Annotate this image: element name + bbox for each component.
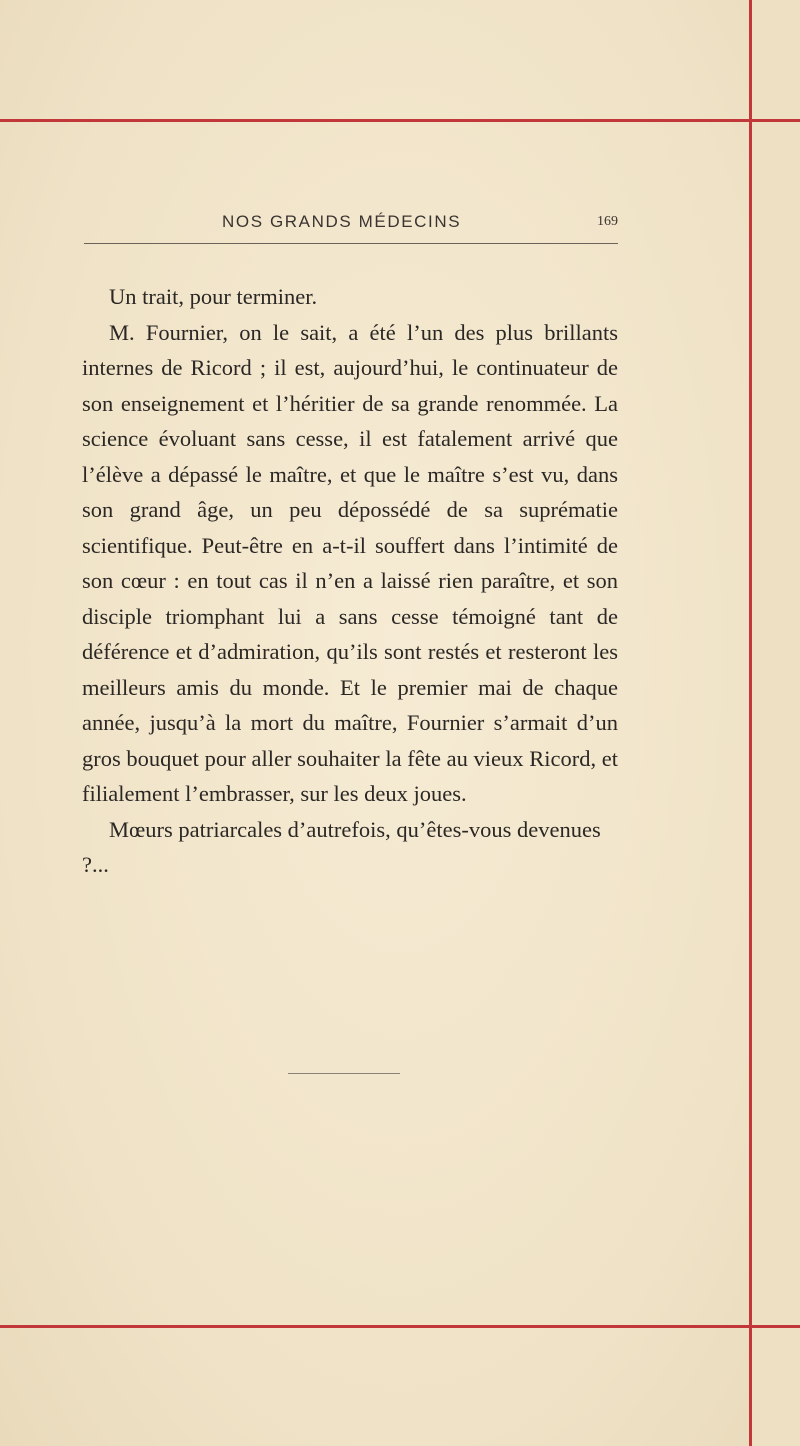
end-rule bbox=[288, 1073, 400, 1074]
body-text bbox=[82, 279, 618, 883]
header-rule bbox=[84, 243, 618, 244]
page-header bbox=[82, 210, 622, 240]
page-margin bbox=[752, 0, 800, 1446]
running-title: NOS GRANDS MÉDECINS bbox=[222, 212, 462, 231]
red-rule-bottom bbox=[0, 1325, 800, 1328]
paragraph: Mœurs patriarcales d’autrefois, qu’êtes-vous devenues ?... bbox=[82, 816, 601, 877]
red-rule-right bbox=[749, 0, 752, 1446]
paragraph: M. Fournier, on le sait, a été l’un des plus brillants internes de Ricord ; il est, aujourd’hui, le continuateur de son enseignement et l’héritier de sa grande renommée. La science évoluant sans cesse, il est fatalement arrivé que l’élève a dépassé le maître, et que le maître s’est vu, dans son grand âge, un peu dépossédé de sa suprématie scientifique. Peut-être en a-t-il souffert dans l’intimité de son cœur : en tout cas il n’en a laissé rien paraître, et son disciple triomphant lui a sans cesse témoigné tant de déférence et d’admiration, qu’ils sont restés et resteront les meilleurs amis du monde. Et le premier mai de chaque année, jusqu’à la mort du maître, Fournier s’armait d’un gros bouquet pour aller souhaiter la fête au vieux Ricord, et filialement l’embrasser, sur les deux joues. bbox=[82, 319, 618, 806]
red-rule-top bbox=[0, 119, 800, 122]
paragraph: Un trait, pour terminer. bbox=[109, 284, 318, 309]
page-number: 169 bbox=[597, 214, 618, 229]
